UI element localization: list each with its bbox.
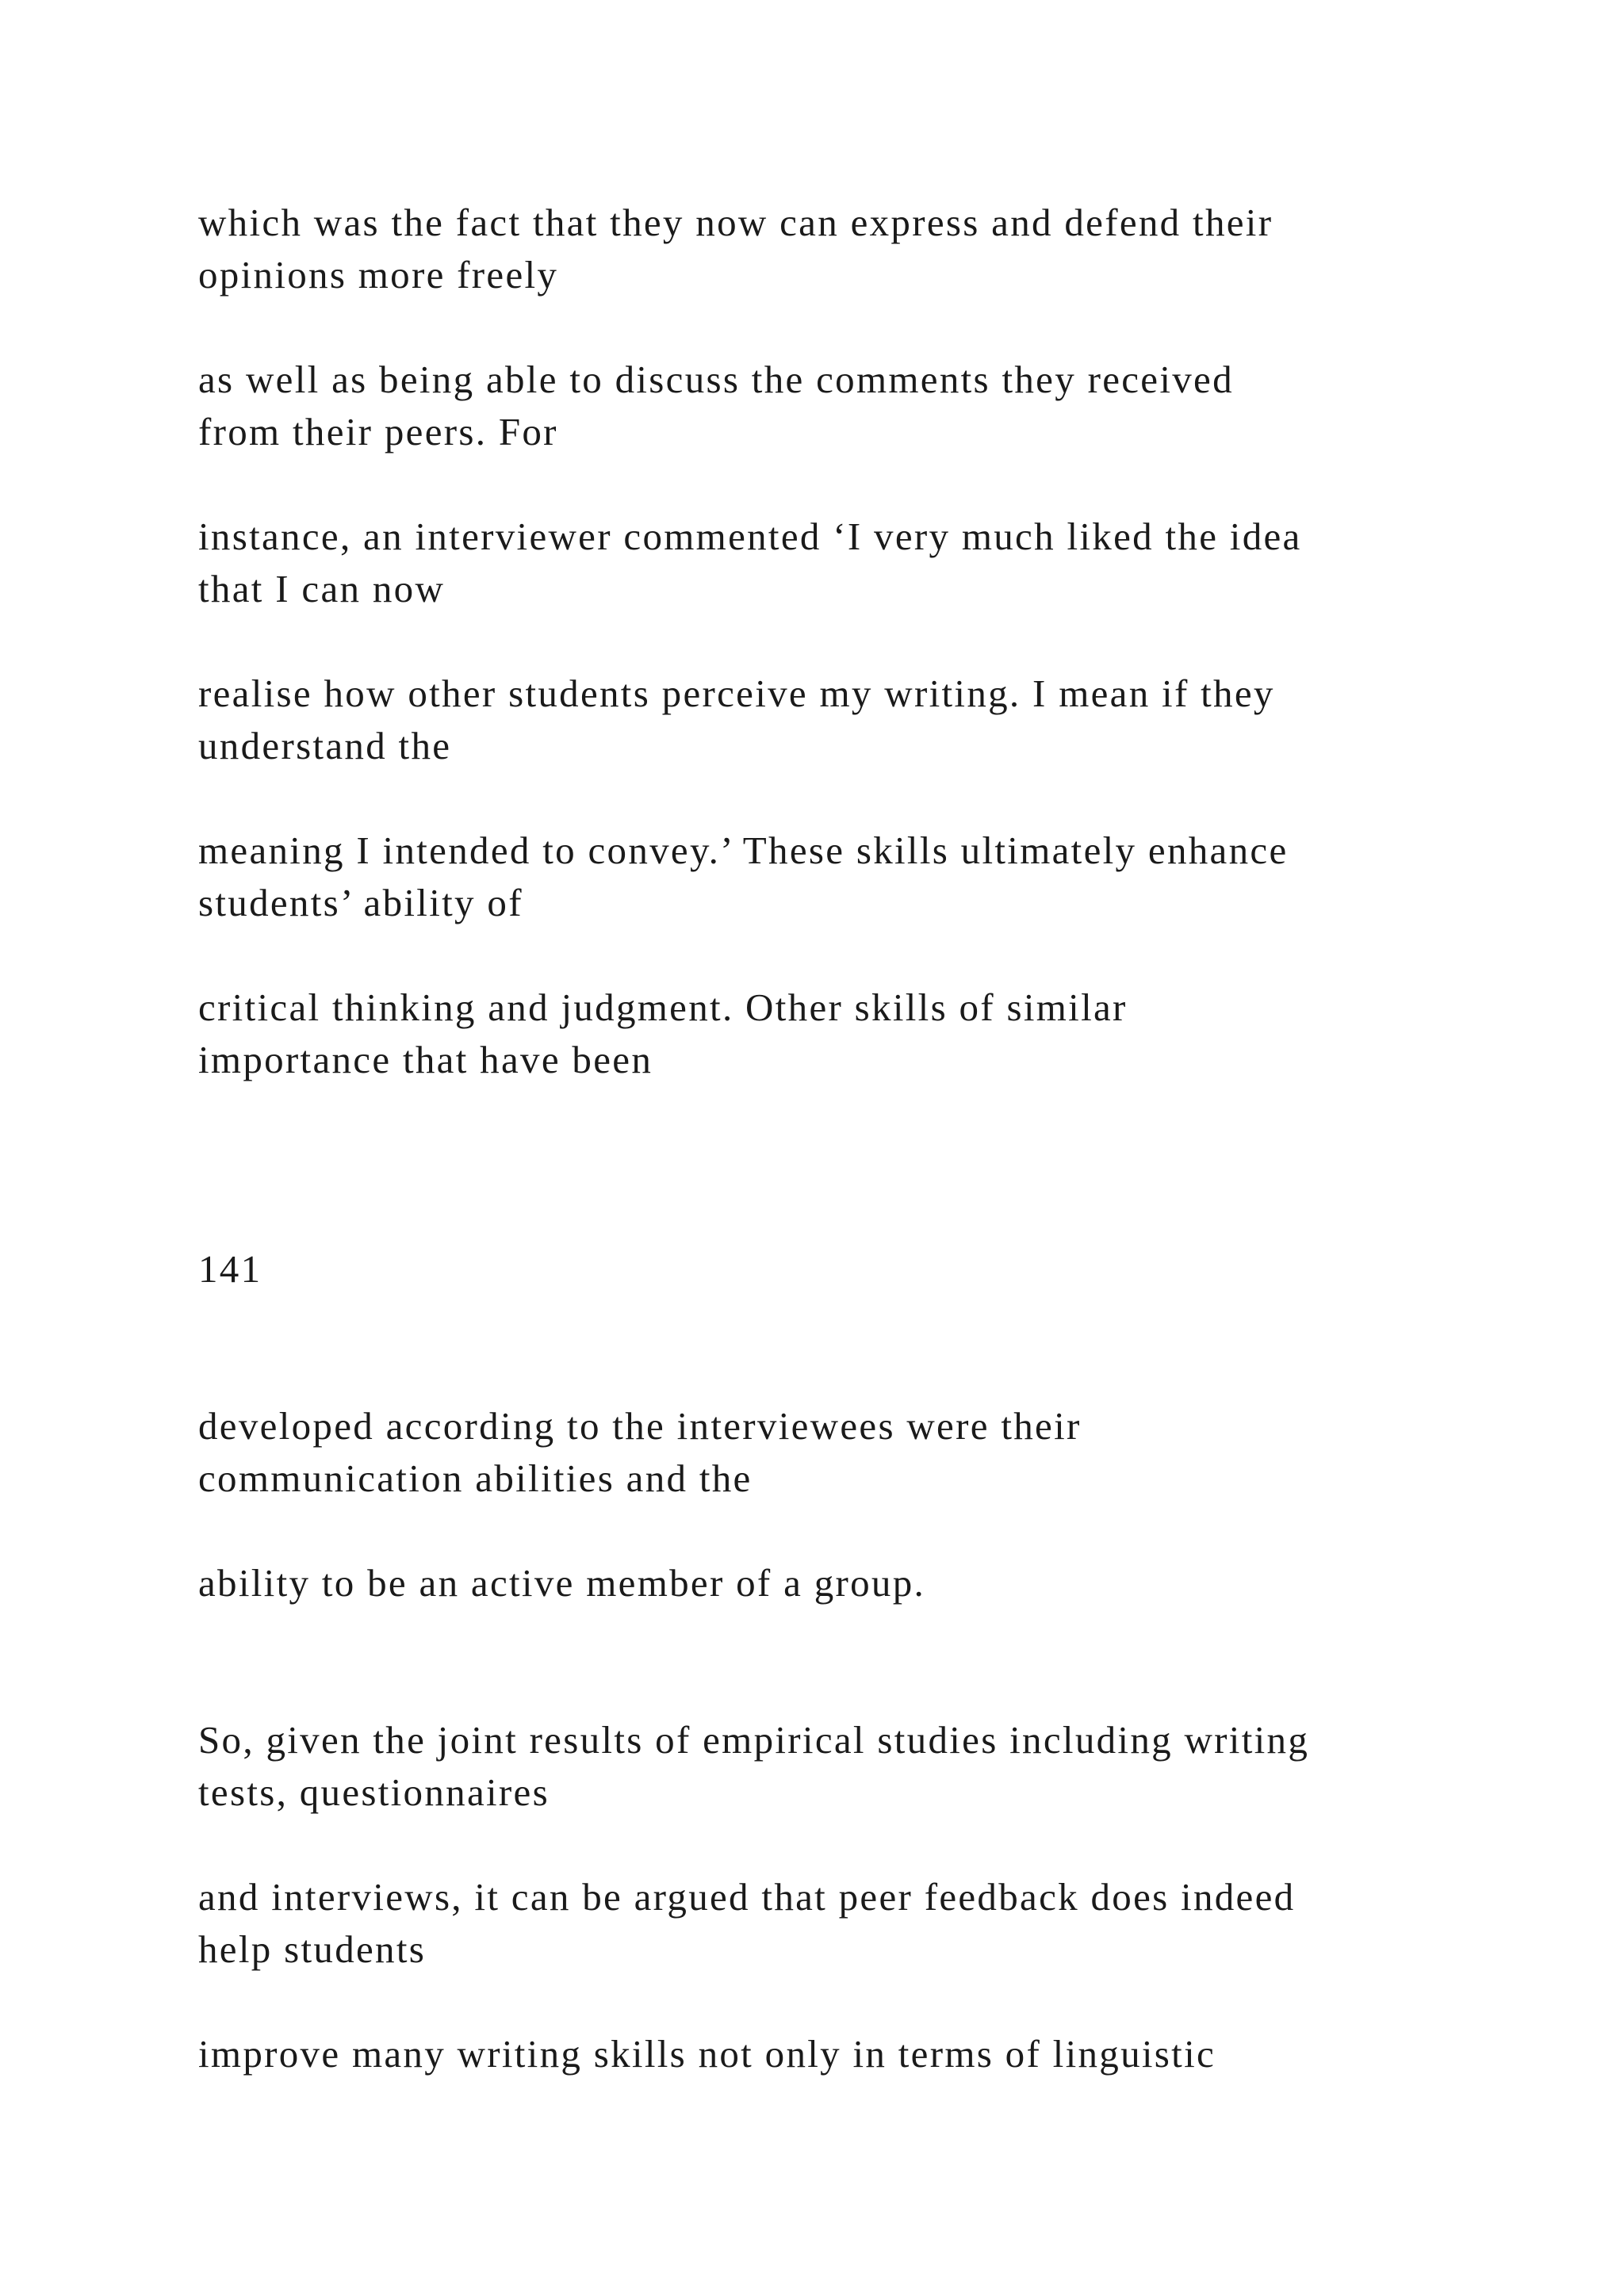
text-line: ability to be an active member of a group. xyxy=(198,1561,926,1605)
text-line: tests, questionnaires xyxy=(198,1770,550,1814)
text-line: which was the fact that they now can express and defend their xyxy=(198,201,1274,244)
text-line: developed according to the interviewees were their xyxy=(198,1404,1082,1448)
text-line: that I can now xyxy=(198,567,446,610)
text-line: opinions more freely xyxy=(198,253,559,297)
text-line: communication abilities and the xyxy=(198,1456,753,1500)
text-line: understand the xyxy=(198,724,452,767)
text-line: and interviews, it can be argued that peer feedback does indeed xyxy=(198,1875,1296,1919)
text-line: instance, an interviewer commented ‘I very much liked the idea xyxy=(198,515,1302,558)
text-line: improve many writing skills not only in terms of linguistic xyxy=(198,2032,1216,2076)
text-line: help students xyxy=(198,1927,427,1971)
text-line: students’ ability of xyxy=(198,881,523,924)
page-number: 141 xyxy=(198,1247,262,1291)
text-line: meaning I intended to convey.’ These skills ultimately enhance xyxy=(198,828,1289,872)
text-line: critical thinking and judgment. Other skills of similar xyxy=(198,985,1128,1029)
text-line: realise how other students perceive my writing. I mean if they xyxy=(198,672,1275,715)
text-line: from their peers. For xyxy=(198,410,558,453)
text-line: importance that have been xyxy=(198,1038,653,1081)
text-line: So, given the joint results of empirical studies including writing xyxy=(198,1718,1310,1762)
text-line: as well as being able to discuss the comments they received xyxy=(198,358,1234,401)
